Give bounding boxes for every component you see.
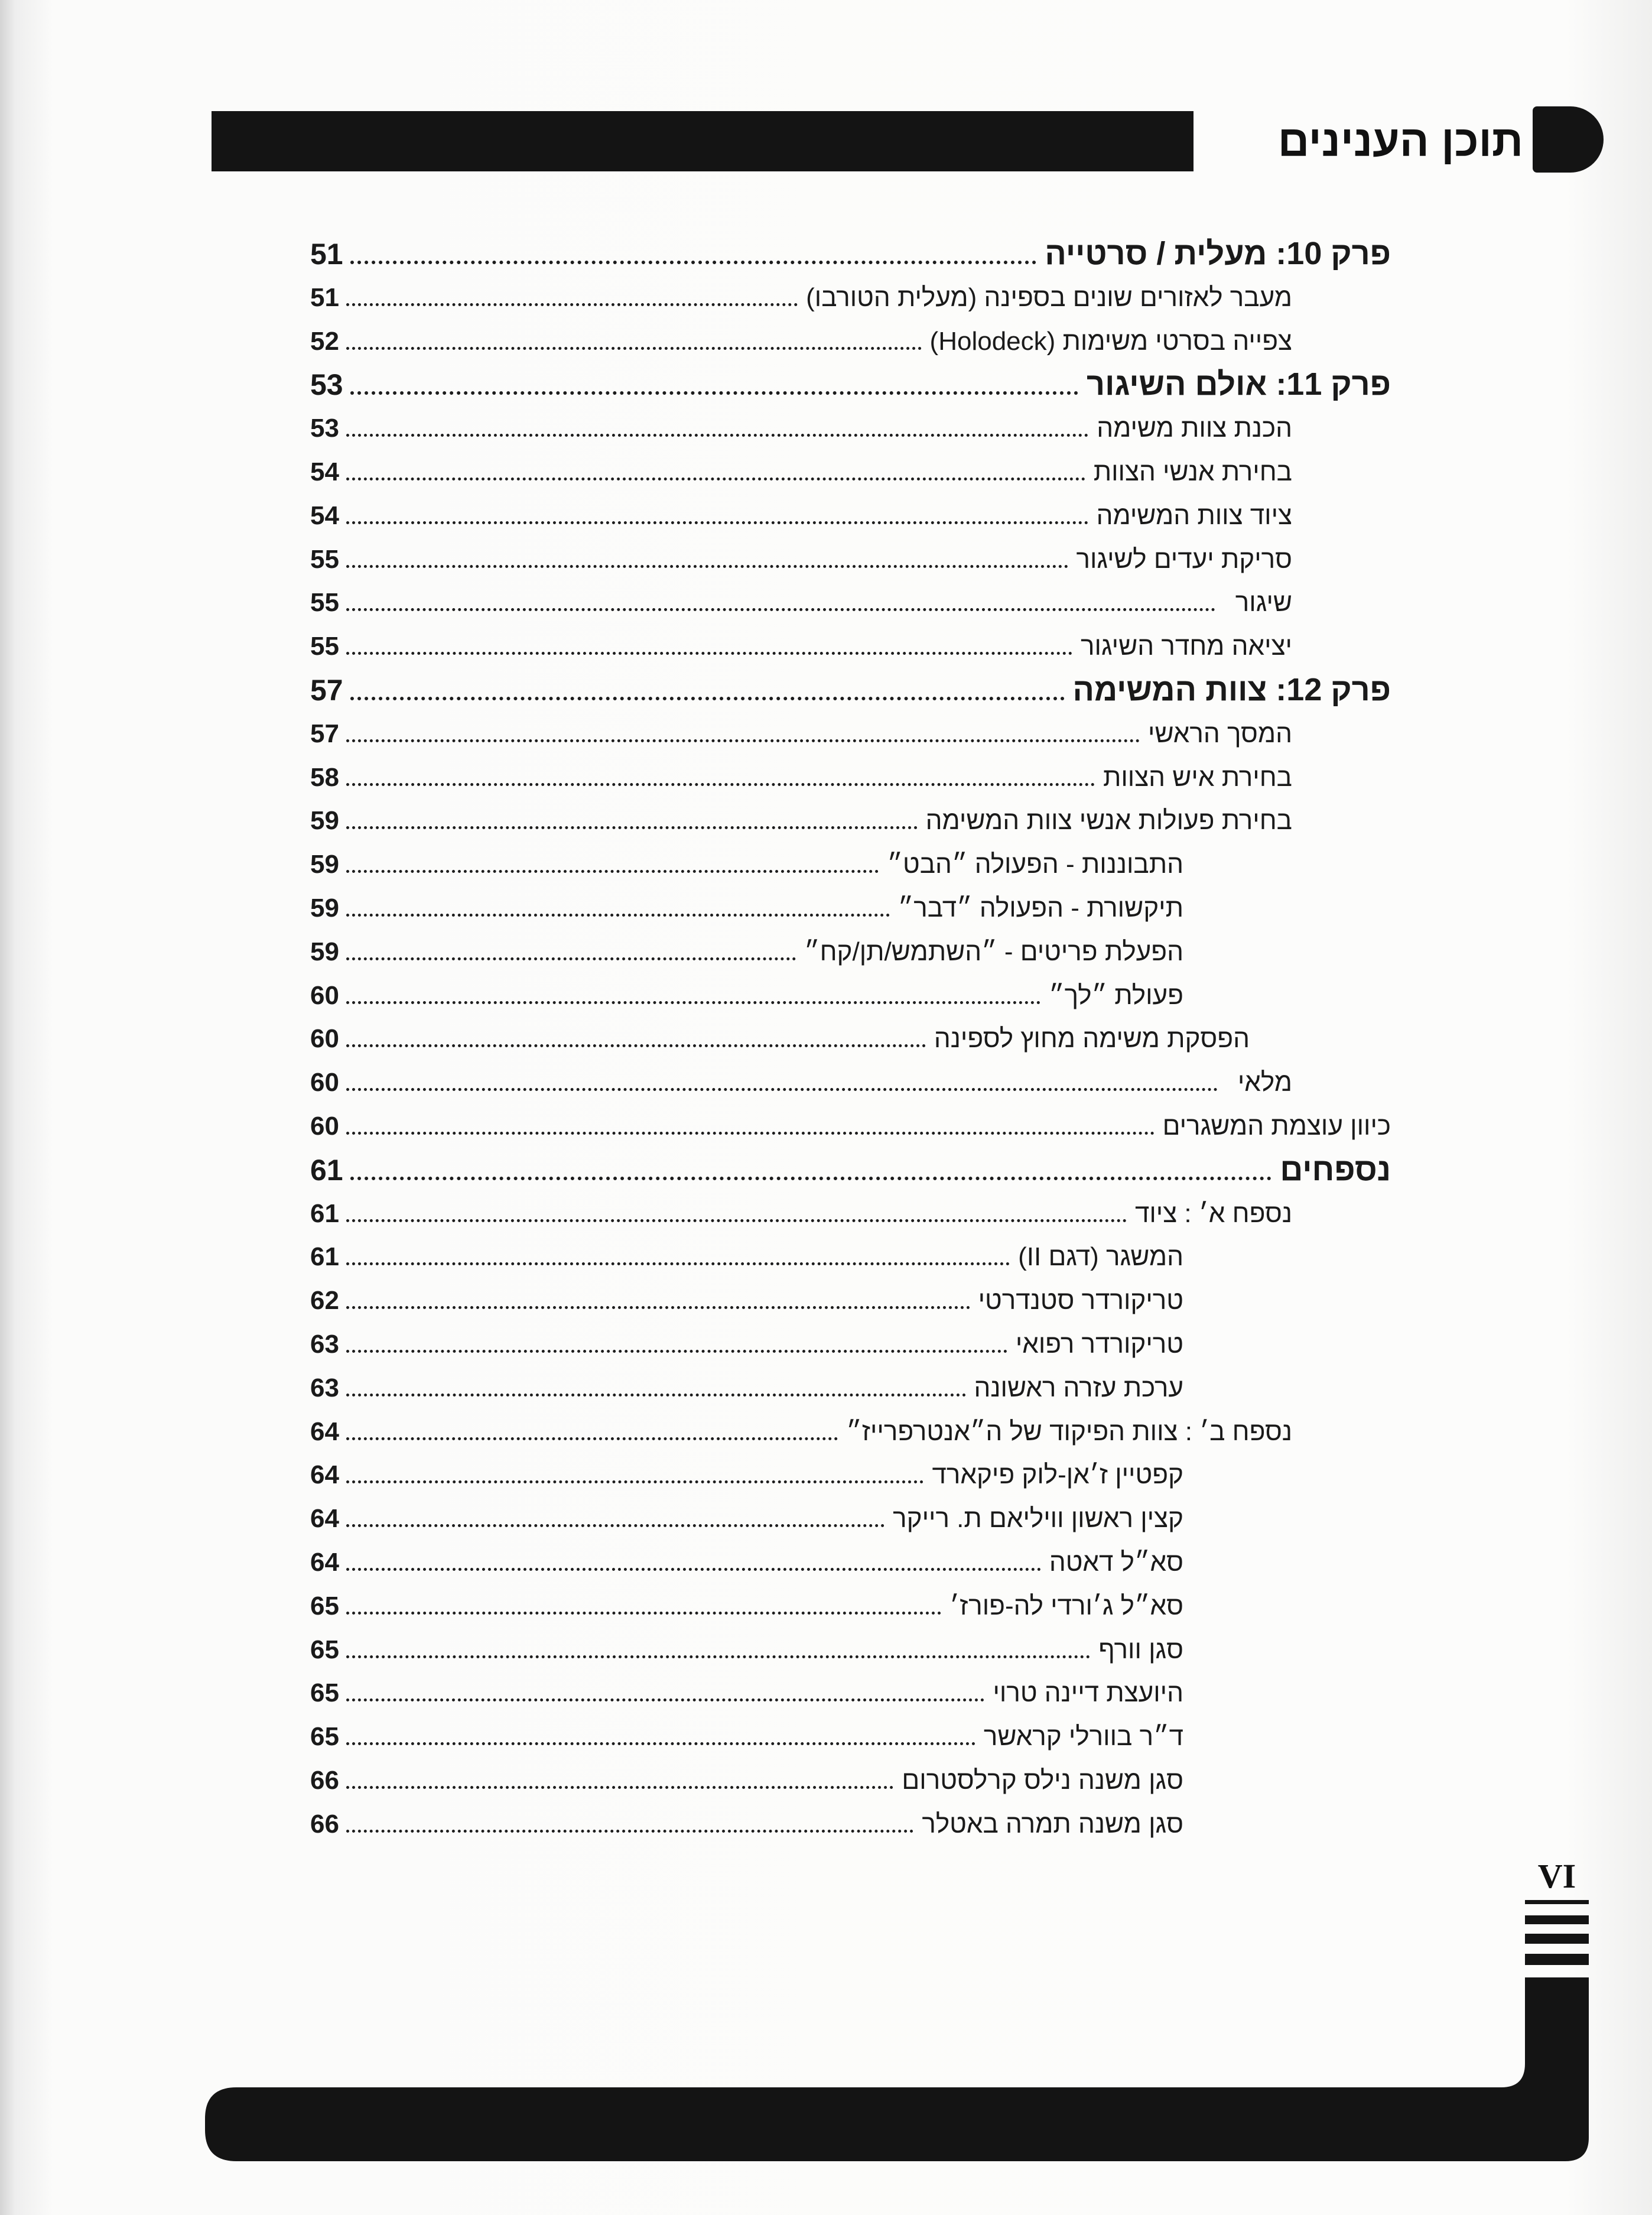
toc-entry-title: בחירת פעולות אנשי צוות המשימה [925, 806, 1292, 836]
toc-entry-title: הכנת צוות משימה [1097, 414, 1292, 443]
toc-subsection [310, 1453, 1652, 1497]
toc-entry-title: כיוון עוצמת המשגרים [1162, 1111, 1391, 1141]
toc-subsection [310, 974, 1652, 1018]
toc-page-number: 51 [310, 282, 339, 312]
toc-page-number: 59 [310, 806, 339, 836]
dot-leader [350, 261, 1037, 264]
dot-leader [346, 1350, 1007, 1353]
dot-leader [346, 303, 798, 306]
header-cap [1533, 106, 1604, 173]
toc-page-number: 59 [310, 893, 339, 923]
toc-entry-title: פרק 10: מעלית / סרטייה [1045, 236, 1391, 271]
toc-page-number: 51 [310, 238, 343, 271]
toc-page-number: 63 [310, 1373, 339, 1402]
dot-leader [346, 1830, 913, 1833]
toc-subsection [310, 1323, 1652, 1366]
toc-section [310, 625, 1652, 668]
toc-subsection [310, 1541, 1652, 1584]
toc-chapter [310, 363, 1652, 407]
footer-decoration [0, 1879, 1652, 2175]
dot-leader [346, 826, 918, 829]
toc-section [310, 581, 1652, 625]
dot-leader [350, 1177, 1272, 1180]
toc-page-number: 64 [310, 1547, 339, 1577]
dot-leader [346, 521, 1088, 524]
toc-subsection [310, 1497, 1652, 1541]
toc-chapter [310, 232, 1652, 276]
toc-section [310, 799, 1652, 843]
toc-page-number: 64 [310, 1417, 339, 1446]
toc-entry-title: הפסקת משימה מחוץ לספינה [934, 1024, 1250, 1054]
toc-entry-title: המסך הראשי [1148, 719, 1292, 748]
footer-stripe [1525, 1954, 1589, 1965]
dot-leader [346, 1001, 1040, 1004]
toc-section [310, 1017, 1652, 1061]
toc-entry-title: סא״ל ג׳ורדי לה-פורז׳ [949, 1591, 1183, 1620]
toc-entry-title: סא״ל דאטה [1049, 1547, 1183, 1577]
toc-subsection [310, 1235, 1652, 1279]
toc-page-number: 54 [310, 501, 339, 530]
toc-section [310, 276, 1652, 320]
toc-entry-title: פרק 11: אולם השיגור [1087, 366, 1391, 402]
dot-leader [346, 739, 1140, 742]
toc-section [310, 450, 1652, 494]
dot-leader [346, 914, 890, 917]
toc-subsection [310, 930, 1652, 974]
toc-page-number: 65 [310, 1678, 339, 1708]
toc-page-number: 63 [310, 1329, 339, 1359]
toc-chapter [310, 668, 1652, 712]
toc-subsection [310, 1715, 1652, 1759]
dot-leader [346, 1786, 893, 1789]
toc-page-number: 64 [310, 1460, 339, 1490]
toc-page-number: 58 [310, 762, 339, 792]
toc-page-number: 61 [310, 1242, 339, 1272]
toc-page-number: 57 [310, 719, 339, 748]
dot-leader [346, 1437, 838, 1440]
toc-page-number: 62 [310, 1286, 339, 1316]
toc-entry-title: בחירת איש הצוות [1103, 762, 1292, 792]
toc-page-number: 66 [310, 1809, 339, 1839]
toc-page-number: 55 [310, 588, 339, 618]
toc-section [310, 1410, 1652, 1454]
dot-leader [346, 1655, 1090, 1658]
dot-leader [346, 1524, 884, 1527]
toc-entry-title: ערכת עזרה ראשונה [974, 1373, 1183, 1402]
toc-heading: תוכן הענינים [1265, 109, 1527, 174]
toc-page-number: 60 [310, 980, 339, 1010]
dot-leader [346, 1219, 1127, 1222]
dot-leader [346, 1568, 1041, 1571]
toc-page-number: 61 [310, 1199, 339, 1228]
toc-section [310, 407, 1652, 450]
toc-entry-title: פרק 12: צוות המשימה [1072, 671, 1391, 707]
toc-entry-title: ציוד צוות המשימה [1096, 501, 1292, 530]
toc-subsection [310, 1802, 1652, 1846]
toc-entry-title: סגן וורף [1098, 1635, 1183, 1664]
folio-page-number: VI [1537, 1857, 1576, 1895]
toc-section [310, 756, 1652, 800]
footer-stripe [1525, 1915, 1589, 1924]
dot-leader [346, 347, 922, 350]
toc-page-number: 60 [310, 1024, 339, 1054]
toc-page-number: 64 [310, 1504, 339, 1534]
toc-entry-title: שיגור [1235, 588, 1292, 618]
toc-list [310, 232, 1652, 1846]
dot-leader [346, 1088, 1218, 1091]
footer-corner-bar [205, 1977, 1589, 2161]
toc-page-number: 60 [310, 1111, 339, 1141]
dot-leader [346, 957, 796, 960]
dot-leader [346, 1044, 926, 1047]
toc-entry-title: קפטיין ז׳אן-לוק פיקארד [932, 1460, 1183, 1490]
toc-page-number: 57 [310, 673, 343, 707]
toc-entry-title: נספח ב׳ : צוות הפיקוד של ה״אנטרפרייז״ [846, 1417, 1292, 1446]
toc-entry-title: טריקורדר סטנדרטי [978, 1286, 1183, 1316]
dot-leader [350, 697, 1065, 700]
footer-stripe [1525, 1934, 1589, 1944]
toc-subsection [310, 886, 1652, 930]
dot-leader [346, 565, 1068, 568]
toc-section [310, 1061, 1652, 1105]
dot-leader [346, 434, 1088, 437]
toc-page-number: 59 [310, 850, 339, 879]
toc-section [310, 1105, 1652, 1148]
toc-entry-title: סגן משנה תמרה באטלר [922, 1809, 1183, 1839]
toc-entry-title: תיקשורת - הפעולה ״דבר״ [897, 893, 1183, 923]
toc-page-number: 65 [310, 1591, 339, 1620]
toc-subsection [310, 1628, 1652, 1672]
toc-page-number: 55 [310, 632, 339, 661]
toc-entry-title: סריקת יעדים לשיגור [1076, 544, 1292, 574]
dot-leader [346, 1742, 975, 1745]
dot-leader [346, 1306, 970, 1309]
toc-subsection [310, 1584, 1652, 1628]
header-bar [212, 111, 1194, 171]
toc-subsection [310, 1759, 1652, 1802]
toc-entry-title: סגן משנה נילס קרלסטרום [902, 1765, 1183, 1795]
toc-subsection [310, 1671, 1652, 1715]
toc-entry-title: בחירת אנשי הצוות [1093, 457, 1292, 486]
toc-entry-title: טריקורדר רפואי [1015, 1329, 1183, 1359]
toc-page-number: 55 [310, 544, 339, 574]
toc-page-number: 54 [310, 457, 339, 486]
dot-leader [346, 1394, 966, 1396]
toc-entry-title: נספחים [1280, 1151, 1391, 1187]
dot-leader [346, 1612, 941, 1615]
toc-page-number: 52 [310, 326, 339, 356]
toc-section [310, 320, 1652, 363]
dot-leader [350, 391, 1078, 395]
toc-section [310, 494, 1652, 538]
dot-leader [346, 783, 1095, 786]
toc-page-number: 60 [310, 1068, 339, 1097]
toc-entry-title: מעבר לאזורים שונים בספינה (מעלית הטורבו) [806, 282, 1292, 312]
toc-section [310, 538, 1652, 582]
toc-entry-title: היועצת דיינה טרוי [993, 1678, 1183, 1708]
toc-page-number: 53 [310, 368, 343, 402]
toc-entry-title: ד״ר בוורלי קראשר [983, 1722, 1183, 1752]
dot-leader [346, 1262, 1010, 1265]
toc-page-number: 59 [310, 937, 339, 966]
toc-section [310, 1192, 1652, 1236]
toc-entry-title: פעולת ״לך״ [1049, 980, 1183, 1010]
toc-chapter [310, 1148, 1652, 1192]
toc-page-number: 65 [310, 1722, 339, 1752]
dot-leader [346, 1480, 924, 1483]
toc-entry-title: מלאי [1237, 1068, 1292, 1097]
toc-page-number: 53 [310, 414, 339, 443]
dot-leader [346, 478, 1085, 480]
toc-entry-title: נספח א׳ : ציוד [1134, 1199, 1292, 1228]
toc-entry-title: קצין ראשון וויליאם ת. רייקר [893, 1504, 1183, 1534]
dot-leader [346, 652, 1072, 655]
toc-page-number: 65 [310, 1635, 339, 1664]
toc-page-number: 66 [310, 1765, 339, 1795]
toc-page-number: 61 [310, 1153, 343, 1187]
toc-subsection [310, 843, 1652, 886]
dot-leader [346, 1132, 1155, 1135]
toc-section [310, 712, 1652, 756]
dot-leader [346, 1698, 985, 1701]
footer-rule [1525, 1900, 1589, 1904]
toc-entry-title: צפייה בסרטי משימות (Holodeck) [929, 326, 1292, 356]
toc-subsection [310, 1279, 1652, 1323]
toc-entry-title: הפעלת פריטים - ״השתמש/תן/קח״ [804, 937, 1183, 966]
dot-leader [346, 608, 1215, 611]
toc-subsection [310, 1366, 1652, 1410]
toc-entry-title: התבוננות - הפעולה ״הבט״ [887, 850, 1183, 879]
toc-entry-title: המשגר (דגם II) [1018, 1242, 1183, 1272]
toc-entry-title: יציאה מחדר השיגור [1081, 632, 1292, 661]
dot-leader [346, 870, 879, 873]
